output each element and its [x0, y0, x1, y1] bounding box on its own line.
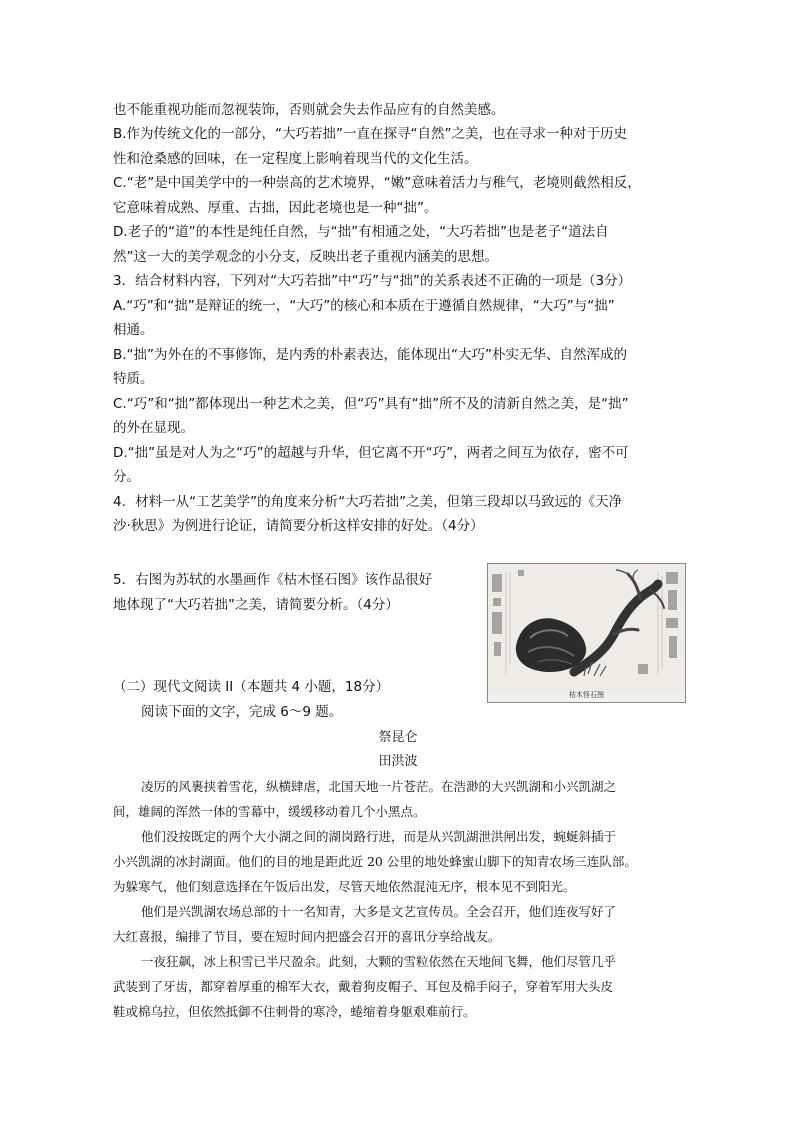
text-line: 的外在显现。 — [113, 420, 194, 436]
text-line: 地体现了“大巧若拙”之美，请简要分析。（4分） — [113, 597, 399, 613]
story-line: 一夜狂飙，冰上积雪已半尺盈余。此刻，大颗的雪粒依然在天地间飞舞，他们尽管几乎 — [141, 954, 617, 969]
option-d-line: D.老子的“道”的本性是纯任自然，与“拙”有相通之处，“大巧若拙”也是老子“道法自 — [113, 224, 609, 240]
q3-option-c: C.“巧”和“拙”都体现出一种艺术之美，但“巧”具有“拙”所不及的清新自然之美，是“拙” — [113, 396, 629, 412]
story-line: 鞋或棉乌拉，但依然抵御不住刺骨的寒冷，蜷缩着身躯艰难前行。 — [113, 1004, 476, 1019]
story-line: 间，雄阔的浑然一体的雪幕中，缓缓移动着几个小黑点。 — [113, 804, 426, 819]
option-b-line: B.作为传统文化的一部分，“大巧若拙”一直在探寻“自然”之美，也在寻求一种对于历史 — [113, 126, 628, 142]
article-title: 祭昆仑 — [378, 730, 418, 745]
story-line: 凌厉的风裹挟着雪花，纵横肆虐，北国天地一片苍茫。在浩渺的大兴凯湖和小兴凯湖之 — [141, 779, 617, 794]
figure-caption: 枯木怪石图 — [569, 691, 604, 699]
text-line: 性和沧桑感的回味，在一定程度上影响着现当代的文化生活。 — [113, 151, 478, 167]
q3-option-d: D.“拙”虽是对人为之“巧”的超越与升华，但它离不开“巧”，两者之间互为依存，密不可 — [113, 445, 629, 461]
text-line: 分。 — [113, 469, 140, 485]
section-instruction: 阅读下面的文字，完成 6～9 题。 — [141, 704, 343, 720]
article-author: 田洪波 — [378, 754, 418, 769]
story-line: 武装到了牙齿，都穿着厚重的棉军大衣，戴着狗皮帽子、耳包及棉手闷子，穿着军用大头皮 — [113, 979, 614, 994]
text-line: 它意味着成熟、厚重、古拙，因此老境也是一种“拙”。 — [113, 200, 438, 216]
withered-tree-rock-painting — [488, 564, 685, 692]
text-line: 特质。 — [113, 371, 154, 387]
section-heading: （二）现代文阅读 II（本题共 4 小题，18分） — [113, 679, 390, 695]
story-line: 为躲寒气，他们刻意选择在午饭后出发，尽管天地依然混沌无序，根本见不到阳光。 — [113, 879, 576, 894]
text-line: 然”这一大的美学观念的小分支，反映出老子重视内涵美的思想。 — [113, 249, 498, 265]
text-line: 沙·秋思》为例进行论证，请简要分析这样安排的好处。（4分） — [113, 518, 484, 534]
q3-option-b: B.“拙”为外在的不事修饰，是内秀的朴素表达，能体现出“大巧”朴实无华、自然浑成的 — [113, 347, 628, 363]
question-5-stem: 5．右图为苏轼的水墨画作《枯木怪石图》该作品很好 — [113, 572, 433, 588]
q3-option-a: A.“巧”和“拙”是辩证的统一，“大巧”的核心和本质在于遵循自然规律，“大巧”与“拙” — [113, 298, 615, 314]
story-line: 小兴凯湖的冰封湖面。他们的目的地是距此近 20 公里的地处蜂蜜山脚下的知青农场三连队部。 — [113, 854, 637, 869]
text-line: 相通。 — [113, 322, 154, 338]
story-line: 大红喜报，编排了节目，要在短时间内把盛会召开的喜讯分享给战友。 — [113, 929, 501, 944]
story-line: 他们是兴凯湖农场总部的十一名知青，大多是文艺宣传员。全会召开，他们连夜写好了 — [141, 904, 617, 919]
story-line: 他们没按既定的两个大小湖之间的湖岗路行进，而是从兴凯湖泄洪闸出发，蜿蜒斜插于 — [141, 829, 617, 844]
text-line: 也不能重视功能而忽视装饰，否则就会失去作品应有的自然美感。 — [113, 102, 505, 118]
option-c-line: C.“老”是中国美学中的一种崇高的艺术境界，“嫩”意味着活力与稚气，老境则截然相反， — [113, 175, 641, 191]
question-3-stem: 3．结合材料内容，下列对“大巧若拙”中“巧”与“拙”的关系表述不正确的一项是（3分） — [113, 273, 632, 289]
question-4-stem: 4．材料一从“工艺美学”的角度来分析“大巧若拙”之美，但第三段却以马致远的《天净 — [113, 494, 623, 510]
